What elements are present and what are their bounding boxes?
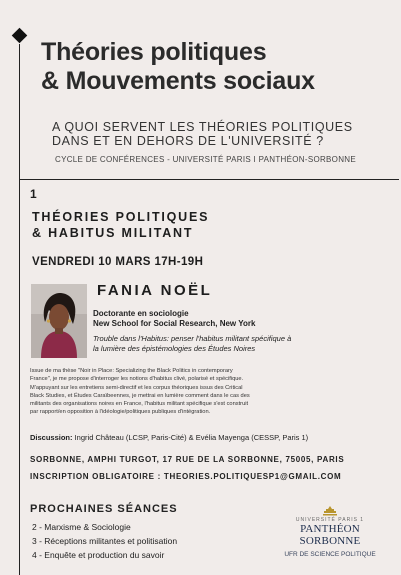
poster-title bbox=[41, 38, 315, 96]
decorative-rule-vertical-lower bbox=[19, 180, 20, 575]
talk-topic-line-2: la lumière des épistémologies des Études Noires bbox=[93, 344, 256, 353]
abstract-line: Issue de ma thèse "Noir in Place: Specializing the Black Politics in contemporary bbox=[30, 368, 233, 374]
speaker-affiliation bbox=[93, 309, 255, 329]
logo-main-text: PANTHÉON SORBONNE bbox=[299, 523, 361, 547]
session-date: VENDREDI 10 MARS 17H-19H bbox=[32, 256, 204, 268]
session-number: 1 bbox=[30, 187, 37, 201]
venue-address: SORBONNE, AMPHI TURGOT, 17 RUE DE LA SORBONNE, 75005, PARIS bbox=[30, 455, 345, 464]
pantheon-emblem-icon bbox=[322, 506, 338, 516]
abstract-line: France", je me propose d'interroger les notions d'habitus clivé, polarisé et spécifique. bbox=[30, 376, 244, 383]
discussion-label: Discussion: bbox=[30, 433, 73, 442]
registration-info: INSCRIPTION OBLIGATOIRE : THEORIES.POLITIQUESP1@GMAIL.COM bbox=[30, 472, 342, 481]
talk-topic bbox=[93, 334, 291, 354]
list-item: 3 - Réceptions militantes et politisation bbox=[32, 536, 178, 546]
title-line-1: Théories politiques bbox=[41, 38, 267, 66]
speaker-photo bbox=[31, 284, 87, 358]
session-title-line-1: THÉORIES POLITIQUES bbox=[32, 210, 210, 224]
subtitle-line-1: A QUOI SERVENT LES THÉORIES POLITIQUES bbox=[52, 120, 353, 134]
decorative-rule-vertical bbox=[19, 44, 20, 180]
title-line-2: & Mouvements sociaux bbox=[41, 67, 315, 95]
venue-info bbox=[30, 451, 344, 485]
session-title-line-2: & HABITUS MILITANT bbox=[32, 226, 194, 240]
speaker-role-line-2: New School for Social Research, New York bbox=[93, 319, 256, 328]
subtitle-line-2: DANS ET EN DEHORS DE L'UNIVERSITÉ ? bbox=[52, 134, 324, 148]
university-logo bbox=[270, 506, 390, 558]
speaker-name: FANIA NOËL bbox=[97, 282, 213, 299]
cycle-caption: CYCLE DE CONFÉRENCES - UNIVERSITÉ PARIS I PANTHÉON-SORBONNE bbox=[55, 155, 357, 164]
poster-subtitle bbox=[52, 120, 353, 148]
session-title bbox=[32, 209, 209, 241]
diamond-ornament-icon bbox=[12, 28, 28, 44]
abstract-line: par rapport/en opposition à l'idéologie/politiques publiques d'intégration. bbox=[30, 409, 211, 416]
logo-upper-text: UNIVERSITÉ PARIS 1 bbox=[295, 517, 365, 523]
list-item: 2 - Marxisme & Sociologie bbox=[32, 522, 131, 532]
list-item: 4 - Enquête et production du savoir bbox=[32, 550, 165, 560]
next-sessions-list bbox=[32, 520, 177, 562]
talk-abstract bbox=[30, 367, 392, 417]
discussion-participants: Ingrid Château (LCSP, Paris-Cité) & Evélia Mayenga (CESSP, Paris 1) bbox=[72, 433, 309, 442]
speaker-role-line-1: Doctorante en sociologie bbox=[93, 309, 189, 318]
discussion-line bbox=[30, 433, 308, 442]
decorative-rule-horizontal bbox=[19, 179, 399, 180]
abstract-line: M'appuyant sur les entretiens semi-directif et les corpus théoriques issus des Critical bbox=[30, 384, 243, 391]
talk-topic-line-1: Trouble dans l'Habitus: penser l'habitus militant spécifique à bbox=[93, 334, 292, 343]
next-sessions-heading: PROCHAINES SÉANCES bbox=[30, 503, 178, 515]
abstract-line: militants des organisations noires en France, l'habitus militant spécifique s'est construit bbox=[30, 401, 249, 408]
logo-ufr-text: UFR DE SCIENCE POLITIQUE bbox=[284, 551, 376, 558]
abstract-line: Black Studies, et Études Caraïbeennes, je mettrai en lumière comment dans le cas des bbox=[30, 392, 250, 399]
